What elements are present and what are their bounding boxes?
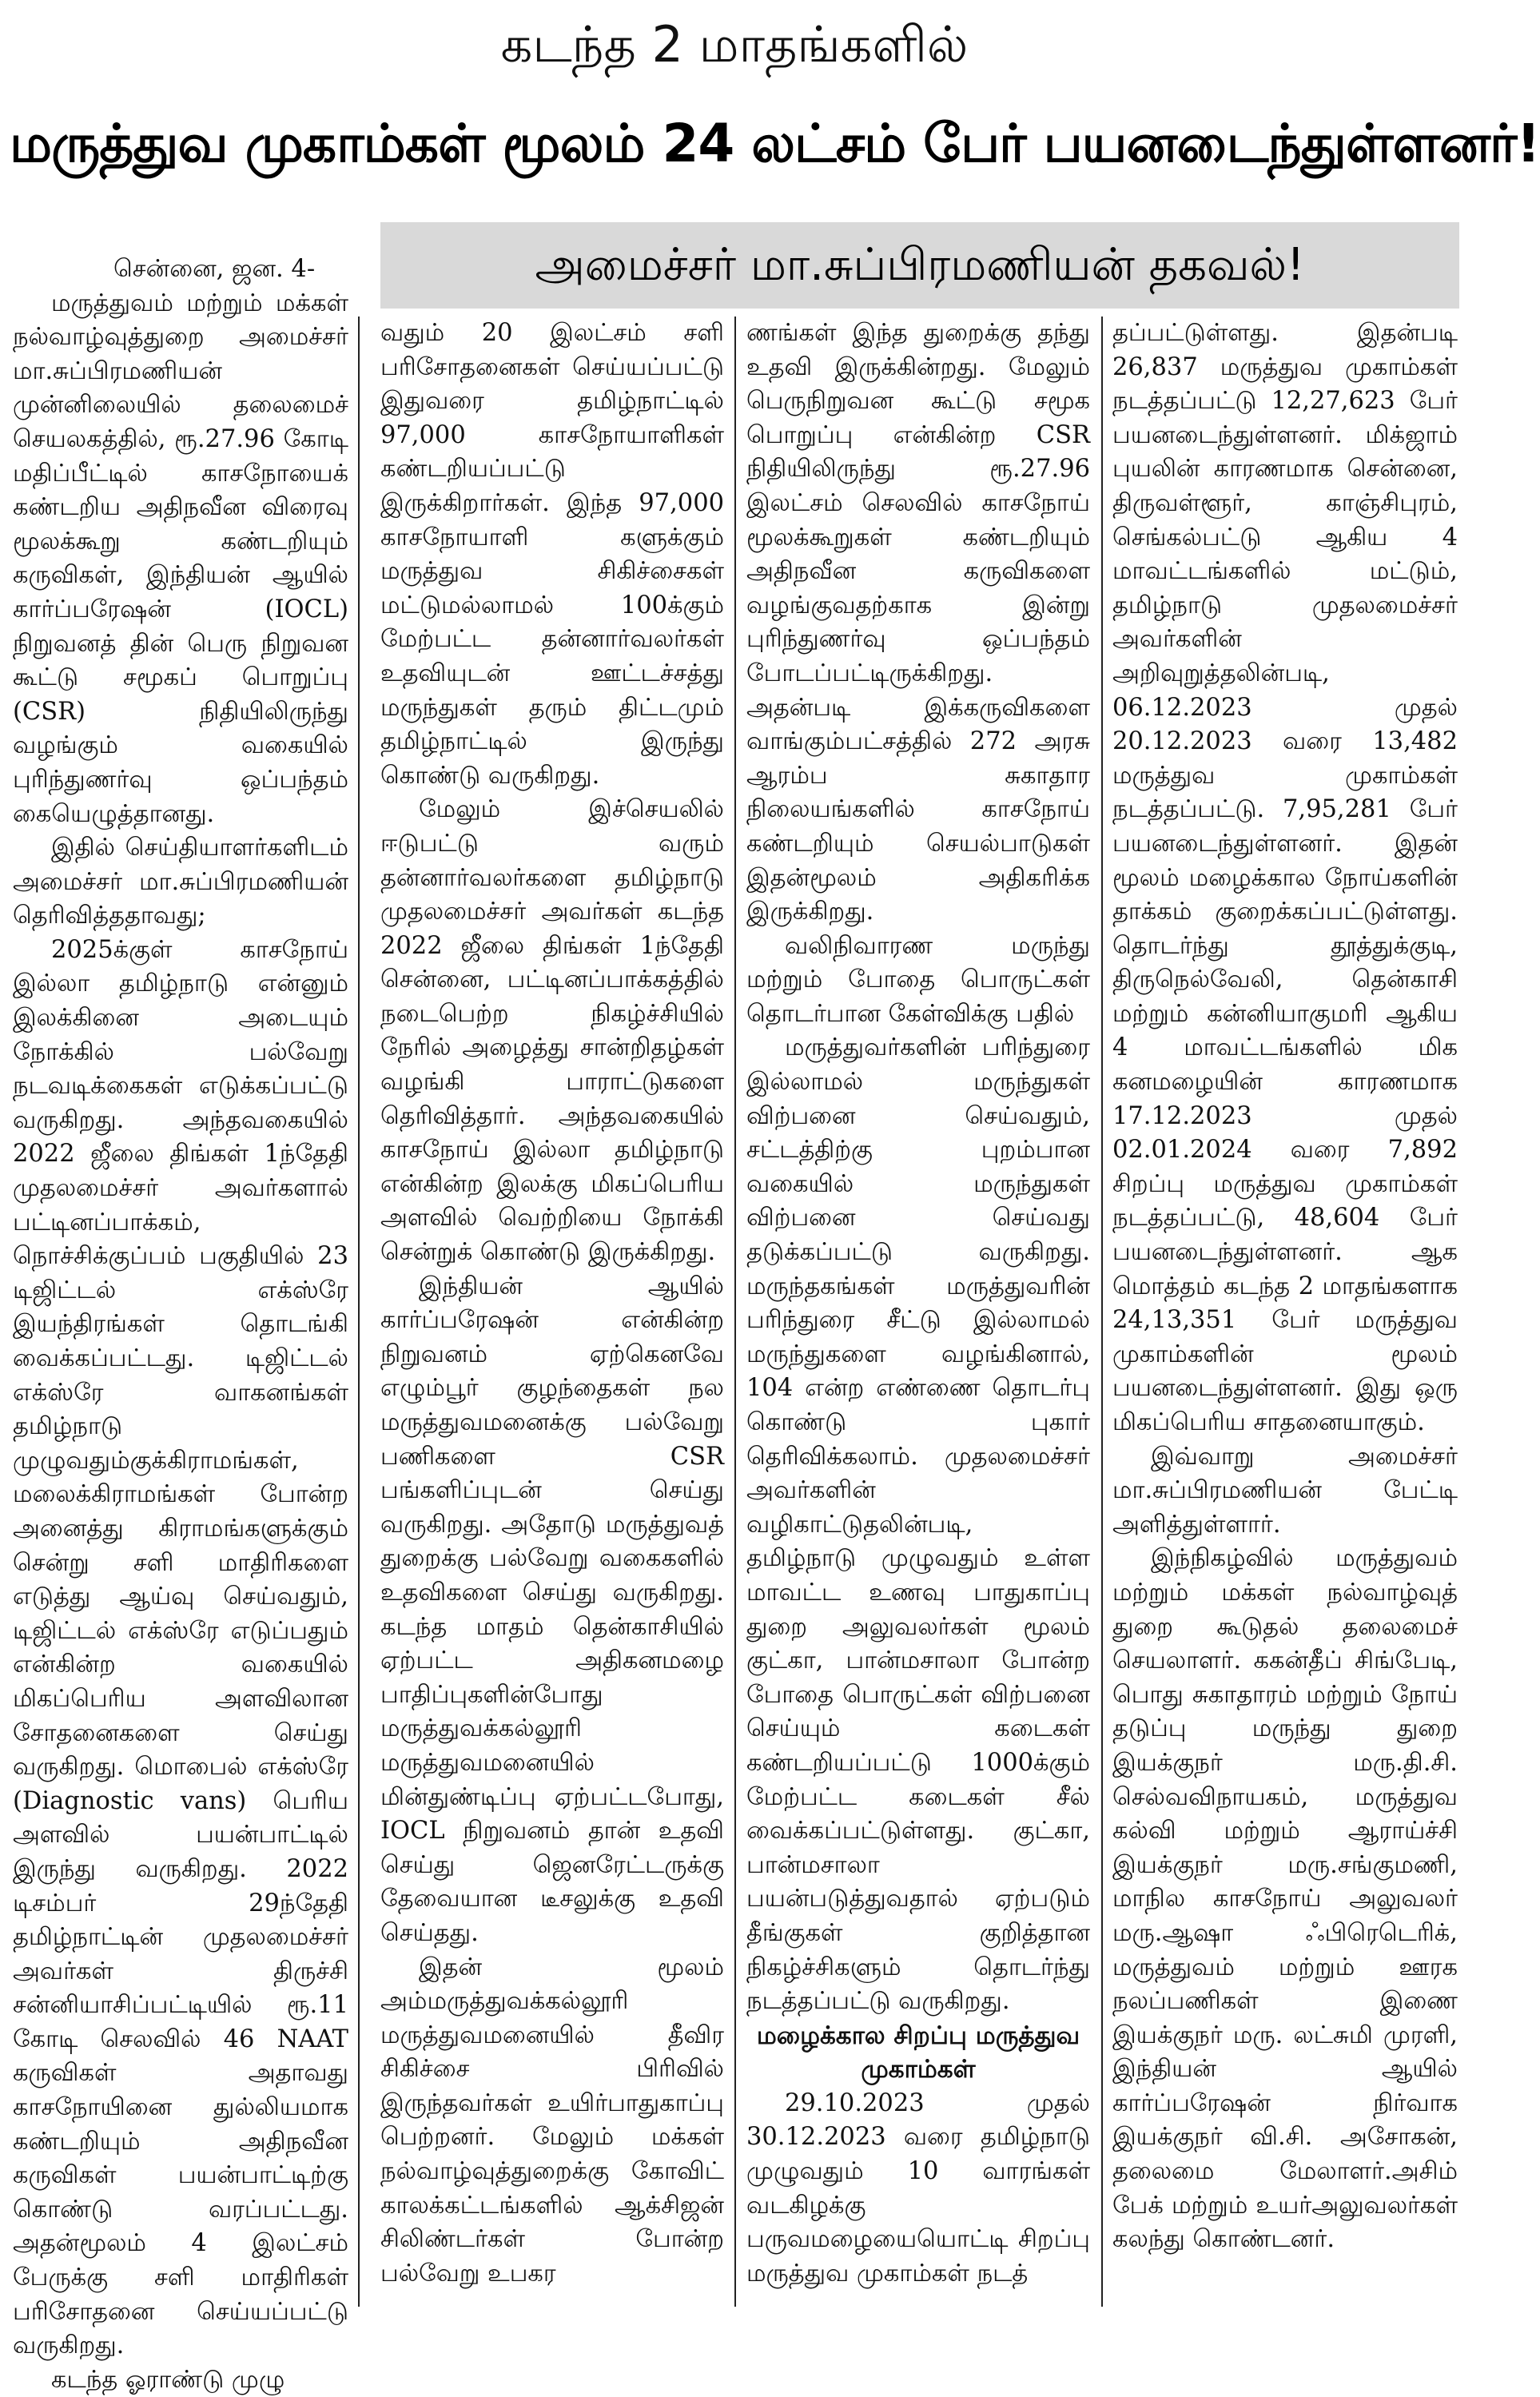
article-column-3 xyxy=(746,317,1090,2315)
paragraph: ணங்கள் இந்த துறைக்கு தந்து உதவி இருக்கின்றது. மேலும் பெருநிறுவன கூட்டு சமூக பொறுப்பு என்கின்ற CSR நிதியிலிருந்து ரூ.27.96 இலட்சம் செலவில் காசநோய் மூலக்கூறுகள் கண்டறியும் அதிநவீன கருவிகளை வழங்குவதற்காக இன்று புரிந்துணர்வு ஒப்பந்தம் போடப்பட்டிருக்கிறது. அதன்படி இக்கருவிகளை வாங்கும்பட்சத்தில் 272 அரசு ஆரம்ப சுகாதார நிலையங்களில் காசநோய் கண்டறியும் செயல்பாடுகள் இதன்மூலம் அதிகரிக்க இருக்கிறது. xyxy=(746,319,1090,926)
paragraph: 29.10.2023 முதல் 30.12.2023 வரை தமிழ்நாடு முழுவதும் 10 வாரங்கள் வடகிழக்கு பருவமழையையொட்டி சிறப்பு மருத்துவ முகாம்கள் நடத் xyxy=(746,2088,1090,2288)
paragraph: இதில் செய்தியாளர்களிடம் அமைச்சர் மா.சுப்பிரமணியன் தெரிவித்ததாவது; xyxy=(13,834,348,930)
paragraph: இந்நிகழ்வில் மருத்துவம் மற்றும் மக்கள் நல்வாழ்வுத் துறை கூடுதல் தலைமைச் செயலாளர். ககன்தீப் சிங்பேடி, பொது சுகாதாரம் மற்றும் நோய் தடுப்பு மருந்து துறை இயக்குநர் மரு.தி.சி. செல்வவிநாயகம், மருத்துவ கல்வி மற்றும் ஆராய்ச்சி இயக்குநர் மரு.சங்குமணி, மாநில காசநோய் அலுவலர் மரு.ஆஷா ஃபிரெடெரிக், மருத்துவம் மற்றும் ஊரக நலப்பணிகள் இணை இயக்குநர் மரு. லட்சுமி முரளி, இந்தியன் ஆயில் கார்ப்பரேஷன் நிர்வாக இயக்குநர் வி.சி. அசோகன், தலைமை மேலாளர்.அசிம் பேக் மற்றும் உயர்அலுவலர்கள் கலந்து கொண்டனர். xyxy=(1112,1544,1458,2254)
column-divider xyxy=(358,317,360,2307)
paragraph: 2025க்குள் காசநோய் இல்லா தமிழ்நாடு என்னும் இலக்கினை அடையும் நோக்கில் பல்வேறு நடவடிக்கைகள் எடுக்கப்பட்டு வருகிறது. அந்தவகையில் 2022 ஜீலை திங்கள் 1ந்தேதி முதலமைச்சர் அவர்களால் பட்டினப்பாக்கம், நொச்சிக்குப்பம் பகுதியில் 23 டிஜிட்டல் எக்ஸ்ரே இயந்திரங்கள் தொடங்கி வைக்கப்பட்டது. டிஜிட்டல் எக்ஸ்ரே வாகனங்கள் தமிழ்நாடு முழுவதும்குக்கிராமங்கள், மலைக்கிராமங்கள் போன்ற அனைத்து கிராமங்களுக்கும் சென்று சளி மாதிரிகளை எடுத்து ஆய்வு செய்வதும், டிஜிட்டல் எக்ஸ்ரே எடுப்பதும் என்கின்ற வகையில் மிகப்பெரிய அளவிலான சோதனைகளை செய்து வருகிறது. மொபைல் எக்ஸ்ரே (Diagnostic vans) பெரிய அளவில் பயன்பாட்டில் இருந்து வருகிறது. 2022 டிசம்பர் 29ந்தேதி தமிழ்நாட்டின் முதலமைச்சர் அவர்கள் திருச்சி சன்னியாசிப்பட்டியில் ரூ.11 கோடி செலவில் 46 NAAT கருவிகள் அதாவது காசநோயினை துல்லியமாக கண்டறியும் அதிநவீன கருவிகள் பயன்பாட்டிற்கு கொண்டு வரப்பட்டது. அதன்மூலம் 4 இலட்சம் பேருக்கு சளி மாதிரிகள் பரிசோதனை செய்யப்பட்டு வருகிறது. xyxy=(13,935,348,2360)
paragraph: இந்தியன் ஆயில் கார்ப்பரேஷன் என்கின்ற நிறுவனம் ஏற்கெனவே எழும்பூர் குழந்தைகள் நல மருத்துவமனைக்கு பல்வேறு பணிகளை CSR பங்களிப்புடன் செய்து வருகிறது. அதோடு மருத்துவத் துறைக்கு பல்வேறு வகைகளில் உதவிகளை செய்து வருகிறது. கடந்த மாதம் தென்காசியில் ஏற்பட்ட அதிகனமழை பாதிப்புகளின்போது மருத்துவக்கல்லூரி மருத்துவமனையில் மின்துண்டிப்பு ஏற்பட்டபோது, IOCL நிறுவனம் தான் உதவி செய்து ஜெனரேட்டருக்கு தேவையான டீசலுக்கு உதவி செய்தது. xyxy=(380,1272,724,1947)
article-column-4 xyxy=(1112,317,1458,2315)
paragraph: மேலும் இச்செயலில் ஈடுபட்டு வரும் தன்னார்வலர்களை தமிழ்நாடு முதலமைச்சர் அவர்கள் கடந்த 2022 ஜீலை திங்கள் 1ந்தேதி சென்னை, பட்டினப்பாக்கத்தில் நடைபெற்ற நிகழ்ச்சியில் நேரில் அழைத்து சான்றிதழ்கள் வழங்கி பாராட்டுகளை தெரிவித்தார். அந்தவகையில் காசநோய் இல்லா தமிழ்நாடு என்கின்ற இலக்கு மிகப்பெரிய அளவில் வெற்றியை நோக்கி சென்றுக் கொண்டு இருக்கிறது. xyxy=(380,795,724,1267)
paragraph: மருத்துவர்களின் பரிந்துரை இல்லாமல் மருந்துகள் விற்பனை செய்வதும், சட்டத்திற்கு புறம்பான வகையில் மருந்துகள் விற்பனை செய்வது தடுக்கப்பட்டு வருகிறது. மருந்தகங்கள் மருத்துவரின் பரிந்துரை சீட்டு இல்லாமல் மருந்துகளை வழங்கினால், 104 என்ற எண்ணை தொடர்பு கொண்டு புகார் தெரிவிக்கலாம். முதலமைச்சர் அவர்களின் வழிகாட்டுதலின்படி, தமிழ்நாடு முழுவதும் உள்ள மாவட்ட உணவு பாதுகாப்பு துறை அலுவலர்கள் மூலம் குட்கா, பான்மசாலா போன்ற போதை பொருட்கள் விற்பனை செய்யும் கடைகள் கண்டறியப்பட்டு 1000க்கும் மேற்பட்ட கடைகள் சீல் வைக்கப்பட்டுள்ளது. குட்கா, பான்மசாலா பயன்படுத்துவதால் ஏற்படும் தீங்குகள் குறித்தான நிகழ்ச்சிகளும் தொடர்ந்து நடத்தப்பட்டு வருகிறது. xyxy=(746,1033,1090,2016)
paragraph: மருத்துவம் மற்றும் மக்கள் நல்வாழ்வுத்துறை அமைச்சர் மா.சுப்பிரமணியன் முன்னிலையில் தலைமைச் செயலகத்தில், ரூ.27.96 கோடி மதிப்பீட்டில் காசநோயைக் கண்டறிய அதிநவீன விரைவு மூலக்கூறு கண்டறியும் கருவிகள், இந்தியன் ஆயில் கார்ப்பரேஷன் (IOCL) நிறுவனத் தின் பெரு நிறுவன கூட்டு சமூகப் பொறுப்பு (CSR) நிதியிலிருந்து வழங்கும் வகையில் புரிந்துணர்வு ஒப்பந்தம் கையெழுத்தானது. xyxy=(13,289,348,828)
subheadline: அமைச்சர் மா.சுப்பிரமணியன் தகவல்! xyxy=(380,222,1459,309)
article-column-1 xyxy=(13,253,348,2394)
paragraph: கடந்த ஓராண்டு முழு xyxy=(51,2365,285,2394)
column-divider xyxy=(1101,317,1103,2307)
paragraph: தப்பட்டுள்ளது. இதன்படி 26,837 மருத்துவ முகாம்கள் நடத்தப்பட்டு 12,27,623 பேர் பயனடைந்துள்ளனர். மிக்ஜாம் புயலின் காரணமாக சென்னை, திருவள்ளூர், காஞ்சிபுரம், செங்கல்பட்டு ஆகிய 4 மாவட்டங்களில் மட்டும், தமிழ்நாடு முதலமைச்சர் அவர்களின் அறிவுறுத்தலின்படி, 06.12.2023 முதல் 20.12.2023 வரை 13,482 மருத்துவ முகாம்கள் நடத்தப்பட்டு. 7,95,281 பேர் பயனடைந்துள்ளனர். இதன் மூலம் மழைக்கால நோய்களின் தாக்கம் குறைக்கப்பட்டுள்ளது. தொடர்ந்து தூத்துக்குடி, திருநெல்வேலி, தென்காசி மற்றும் கன்னியாகுமரி ஆகிய 4 மாவட்டங்களில் மிக கனமழையின் காரணமாக 17.12.2023 முதல் 02.01.2024 வரை 7,892 சிறப்பு மருத்துவ முகாம்கள் நடத்தப்பட்டு, 48,604 பேர் பயனடைந்துள்ளனர். ஆக மொத்தம் கடந்த 2 மாதங்களாக 24,13,351 பேர் மருத்துவ முகாம்களின் மூலம் பயனடைந்துள்ளனர். இது ஒரு மிகப்பெரிய சாதனையாகும். xyxy=(1112,319,1458,1436)
article-column-2 xyxy=(380,317,724,2315)
column-divider xyxy=(734,317,736,2307)
dateline: சென்னை, ஜன. 4- xyxy=(113,255,316,283)
section-heading: மழைக்கால சிறப்பு மருத்துவ முகாம்கள் xyxy=(756,2021,1080,2084)
paragraph: வலிநிவாரண மருந்து மற்றும் போதை பொருட்கள் தொடர்பான கேள்விக்கு பதில் xyxy=(746,931,1090,1028)
kicker-heading: கடந்த 2 மாதங்களில் xyxy=(500,15,969,74)
paragraph: வதும் 20 இலட்சம் சளி பரிசோதனைகள் செய்யப்பட்டு இதுவரை தமிழ்நாட்டில் 97,000 காசநோயாளிகள் கண்டறியப்பட்டு இருக்கிறார்கள். இந்த 97,000 காசநோயாளி களுக்கும் மருத்துவ சிகிச்சைகள் மட்டுமல்லாமல் 100க்கும் மேற்பட்ட தன்னார்வலர்கள் உதவியுடன் ஊட்டச்சத்து மருந்துகள் தரும் திட்டமும் தமிழ்நாட்டில் இருந்து கொண்டு வருகிறது. xyxy=(380,319,724,790)
paragraph: இதன் மூலம் அம்மருத்துவக்கல்லூரி மருத்துவமனையில் தீவிர சிகிச்சை பிரிவில் இருந்தவர்கள் உயிர்பாதுகாப்பு பெற்றனர். மேலும் மக்கள் நல்வாழ்வுத்துறைக்கு கோவிட் காலக்கட்டங்களில் ஆக்சிஜன் சிலிண்டர்கள் போன்ற பல்வேறு உபகர xyxy=(380,1953,724,2288)
paragraph: இவ்வாறு அமைச்சர் மா.சுப்பிரமணியன் பேட்டி அளித்துள்ளார். xyxy=(1112,1442,1458,1539)
main-headline: மருத்துவ முகாம்கள் மூலம் 24 லட்சம் பேர் பயனடைந்துள்ளனர்! xyxy=(10,113,1540,174)
